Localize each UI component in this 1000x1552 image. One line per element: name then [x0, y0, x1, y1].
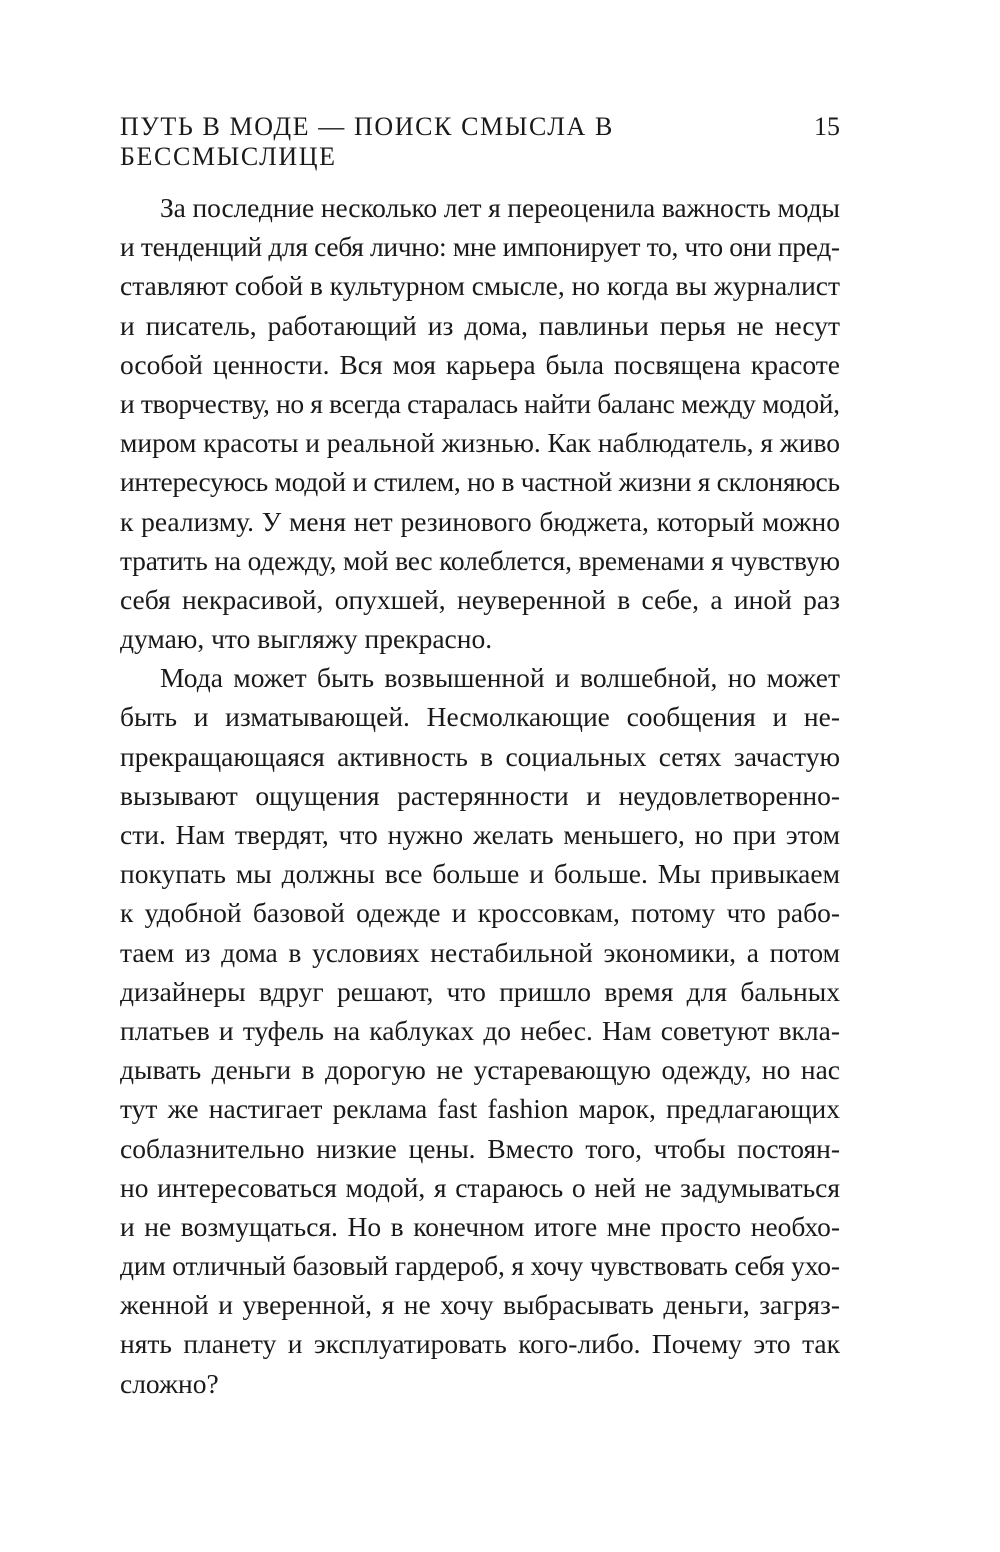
text-line: ставляют собой в культурном смысле, но когда вы журналист — [120, 270, 840, 302]
text-line: сти. Нам твердят, что нужно желать меньшего, но при этом — [120, 819, 840, 850]
text-line: женной и уверенной, я не хочу выбрасывать деньги, загряз- — [120, 1289, 840, 1321]
text-line: дим отличный базовый гардероб, я хочу чувствовать себя ухо- — [120, 1250, 840, 1282]
text-line: За последние несколько лет я переоценила важность моды — [160, 192, 840, 223]
text-line: сложно? — [120, 1367, 219, 1399]
text-line: дывать деньги в дорогую не устаревающую одежду, но нас — [120, 1054, 840, 1086]
text-line: и не возмущаться. Но в конечном итоге мне просто необхо- — [120, 1210, 840, 1242]
text-line: тут же настигает реклама fast fashion марок, предлагающих — [120, 1093, 840, 1125]
text-line: миром красоты и реальной жизнью. Как наблюдатель, я живо — [120, 427, 840, 459]
text-line: особой ценности. Вся моя карьера была посвящена красоте — [120, 348, 840, 380]
text-line: и писатель, работающий из дома, павлиньи перья не несут — [120, 309, 840, 341]
text-line: тратить на одежду, мой вес колеблется, временами я чувствую — [120, 544, 840, 576]
text-line: Мода может быть возвышенной и волшебной, но может — [160, 662, 840, 694]
text-line: вызывают ощущения растерянности и неудовлетворенно- — [120, 779, 840, 811]
paragraph-2 — [120, 658, 840, 1403]
body-text — [120, 188, 840, 1403]
text-line: дизайнеры вдруг решают, что пришло время для бальных — [120, 975, 840, 1007]
page-number: 15 — [814, 112, 840, 141]
text-line: думаю, что выгляжу прекрасно. — [120, 623, 493, 655]
text-line: соблазнительно низкие цены. Вместо того, чтобы постоян- — [120, 1132, 840, 1164]
text-line: и творчеству, но я всегда старалась найти баланс между модой, — [120, 387, 840, 419]
text-line: к удобной базовой одежде и кроссовкам, потому что рабо- — [120, 897, 840, 929]
paragraph-1 — [120, 188, 840, 658]
text-line: себя некрасивой, опухшей, неуверенной в себе, а иной раз — [120, 583, 840, 615]
text-line: интересуюсь модой и стилем, но в частной жизни я склоняюсь — [120, 466, 840, 498]
text-line: покупать мы должны все больше и больше. Мы привыкаем — [120, 858, 840, 890]
text-line: но интересоваться модой, я стараюсь о ней не задумываться — [120, 1171, 840, 1203]
text-line: таем из дома в условиях нестабильной экономики, а потом — [120, 936, 840, 968]
text-line: к реализму. У меня нет резинового бюджета, который можно — [120, 505, 840, 537]
text-line: платьев и туфель на каблуках до небес. Нам советуют вкла- — [120, 1014, 840, 1046]
book-page — [120, 0, 840, 1552]
text-line: и тенденций для себя лично: мне импонирует то, что они пред- — [120, 231, 840, 263]
running-title: ПУТЬ В МОДЕ — ПОИСК СМЫСЛА В БЕССМЫСЛИЦЕ — [120, 112, 614, 171]
text-line: нять планету и эксплуатировать кого-либо. Почему это так — [120, 1328, 840, 1360]
text-line: быть и изматывающей. Несмолкающие сообщения и не- — [120, 701, 840, 733]
running-head — [120, 112, 840, 171]
text-line: прекращающаяся активность в социальных сетях зачастую — [120, 740, 840, 772]
